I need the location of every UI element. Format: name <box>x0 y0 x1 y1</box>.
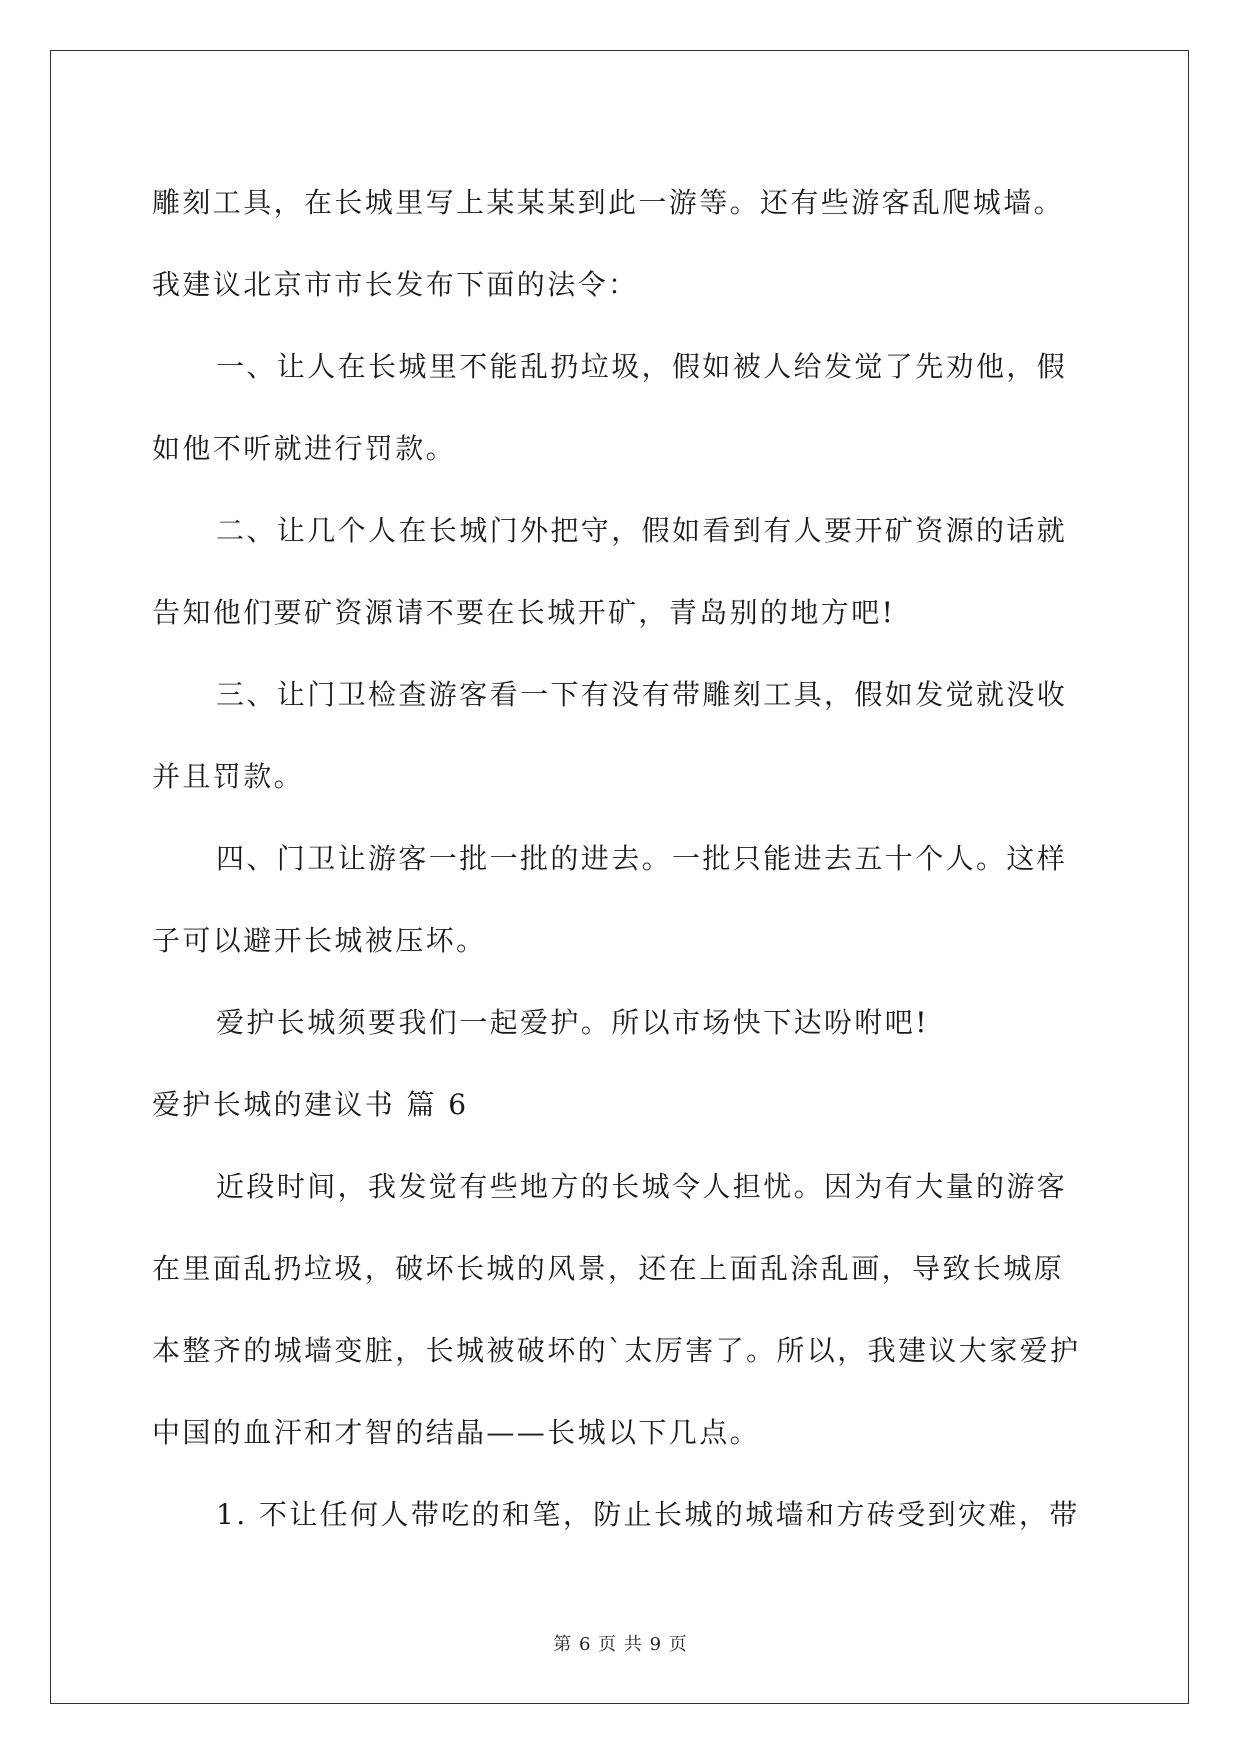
page-number-footer: 第 6 页 共 9 页 <box>553 1634 688 1655</box>
section-heading: 爱护长城的建议书 篇 6 <box>152 1088 469 1121</box>
paragraph-line: 爱护长城须要我们一起爱护。所以市场快下达吩咐吧! <box>216 1006 929 1039</box>
paragraph-line: 近段时间，我发觉有些地方的长城令人担忧。因为有大量的游客 <box>216 1170 1068 1203</box>
paragraph-line: 四、门卫让游客一批一批的进去。一批只能进去五十个人。这样 <box>216 842 1068 875</box>
text-line: 雕刻工具，在长城里写上某某某到此一游等。还有些游客乱爬城墙。 <box>152 186 1065 219</box>
text-line: 并且罚款。 <box>152 760 305 793</box>
paragraph-line: 二、让几个人在长城门外把守，假如看到有人要开矿资源的话就 <box>216 514 1068 547</box>
text-line: 中国的血汗和才智的结晶——长城以下几点。 <box>152 1416 761 1449</box>
text-line: 告知他们要矿资源请不要在长城开矿，青岛别的地方吧! <box>152 596 896 629</box>
paragraph-line: 1. 不让任何人带吃的和笔，防止长城的城墙和方砖受到灾难，带 <box>216 1498 1080 1531</box>
paragraph-line: 一、让人在长城里不能乱扔垃圾，假如被人给发觉了先劝他，假 <box>216 350 1068 383</box>
document-body <box>152 162 1087 1556</box>
text-line: 在里面乱扔垃圾，破坏长城的风景，还在上面乱涂乱画，导致长城原 <box>152 1252 1065 1285</box>
text-line: 子可以避开长城被压坏。 <box>152 924 487 957</box>
text-line: 我建议北京市市长发布下面的法令： <box>152 268 639 301</box>
paragraph-line: 三、让门卫检查游客看一下有没有带雕刻工具，假如发觉就没收 <box>216 678 1068 711</box>
text-line: 本整齐的城墙变脏，长城被破坏的`太厉害了。所以，我建议大家爱护 <box>152 1334 1081 1367</box>
text-line: 如他不听就进行罚款。 <box>152 432 457 465</box>
